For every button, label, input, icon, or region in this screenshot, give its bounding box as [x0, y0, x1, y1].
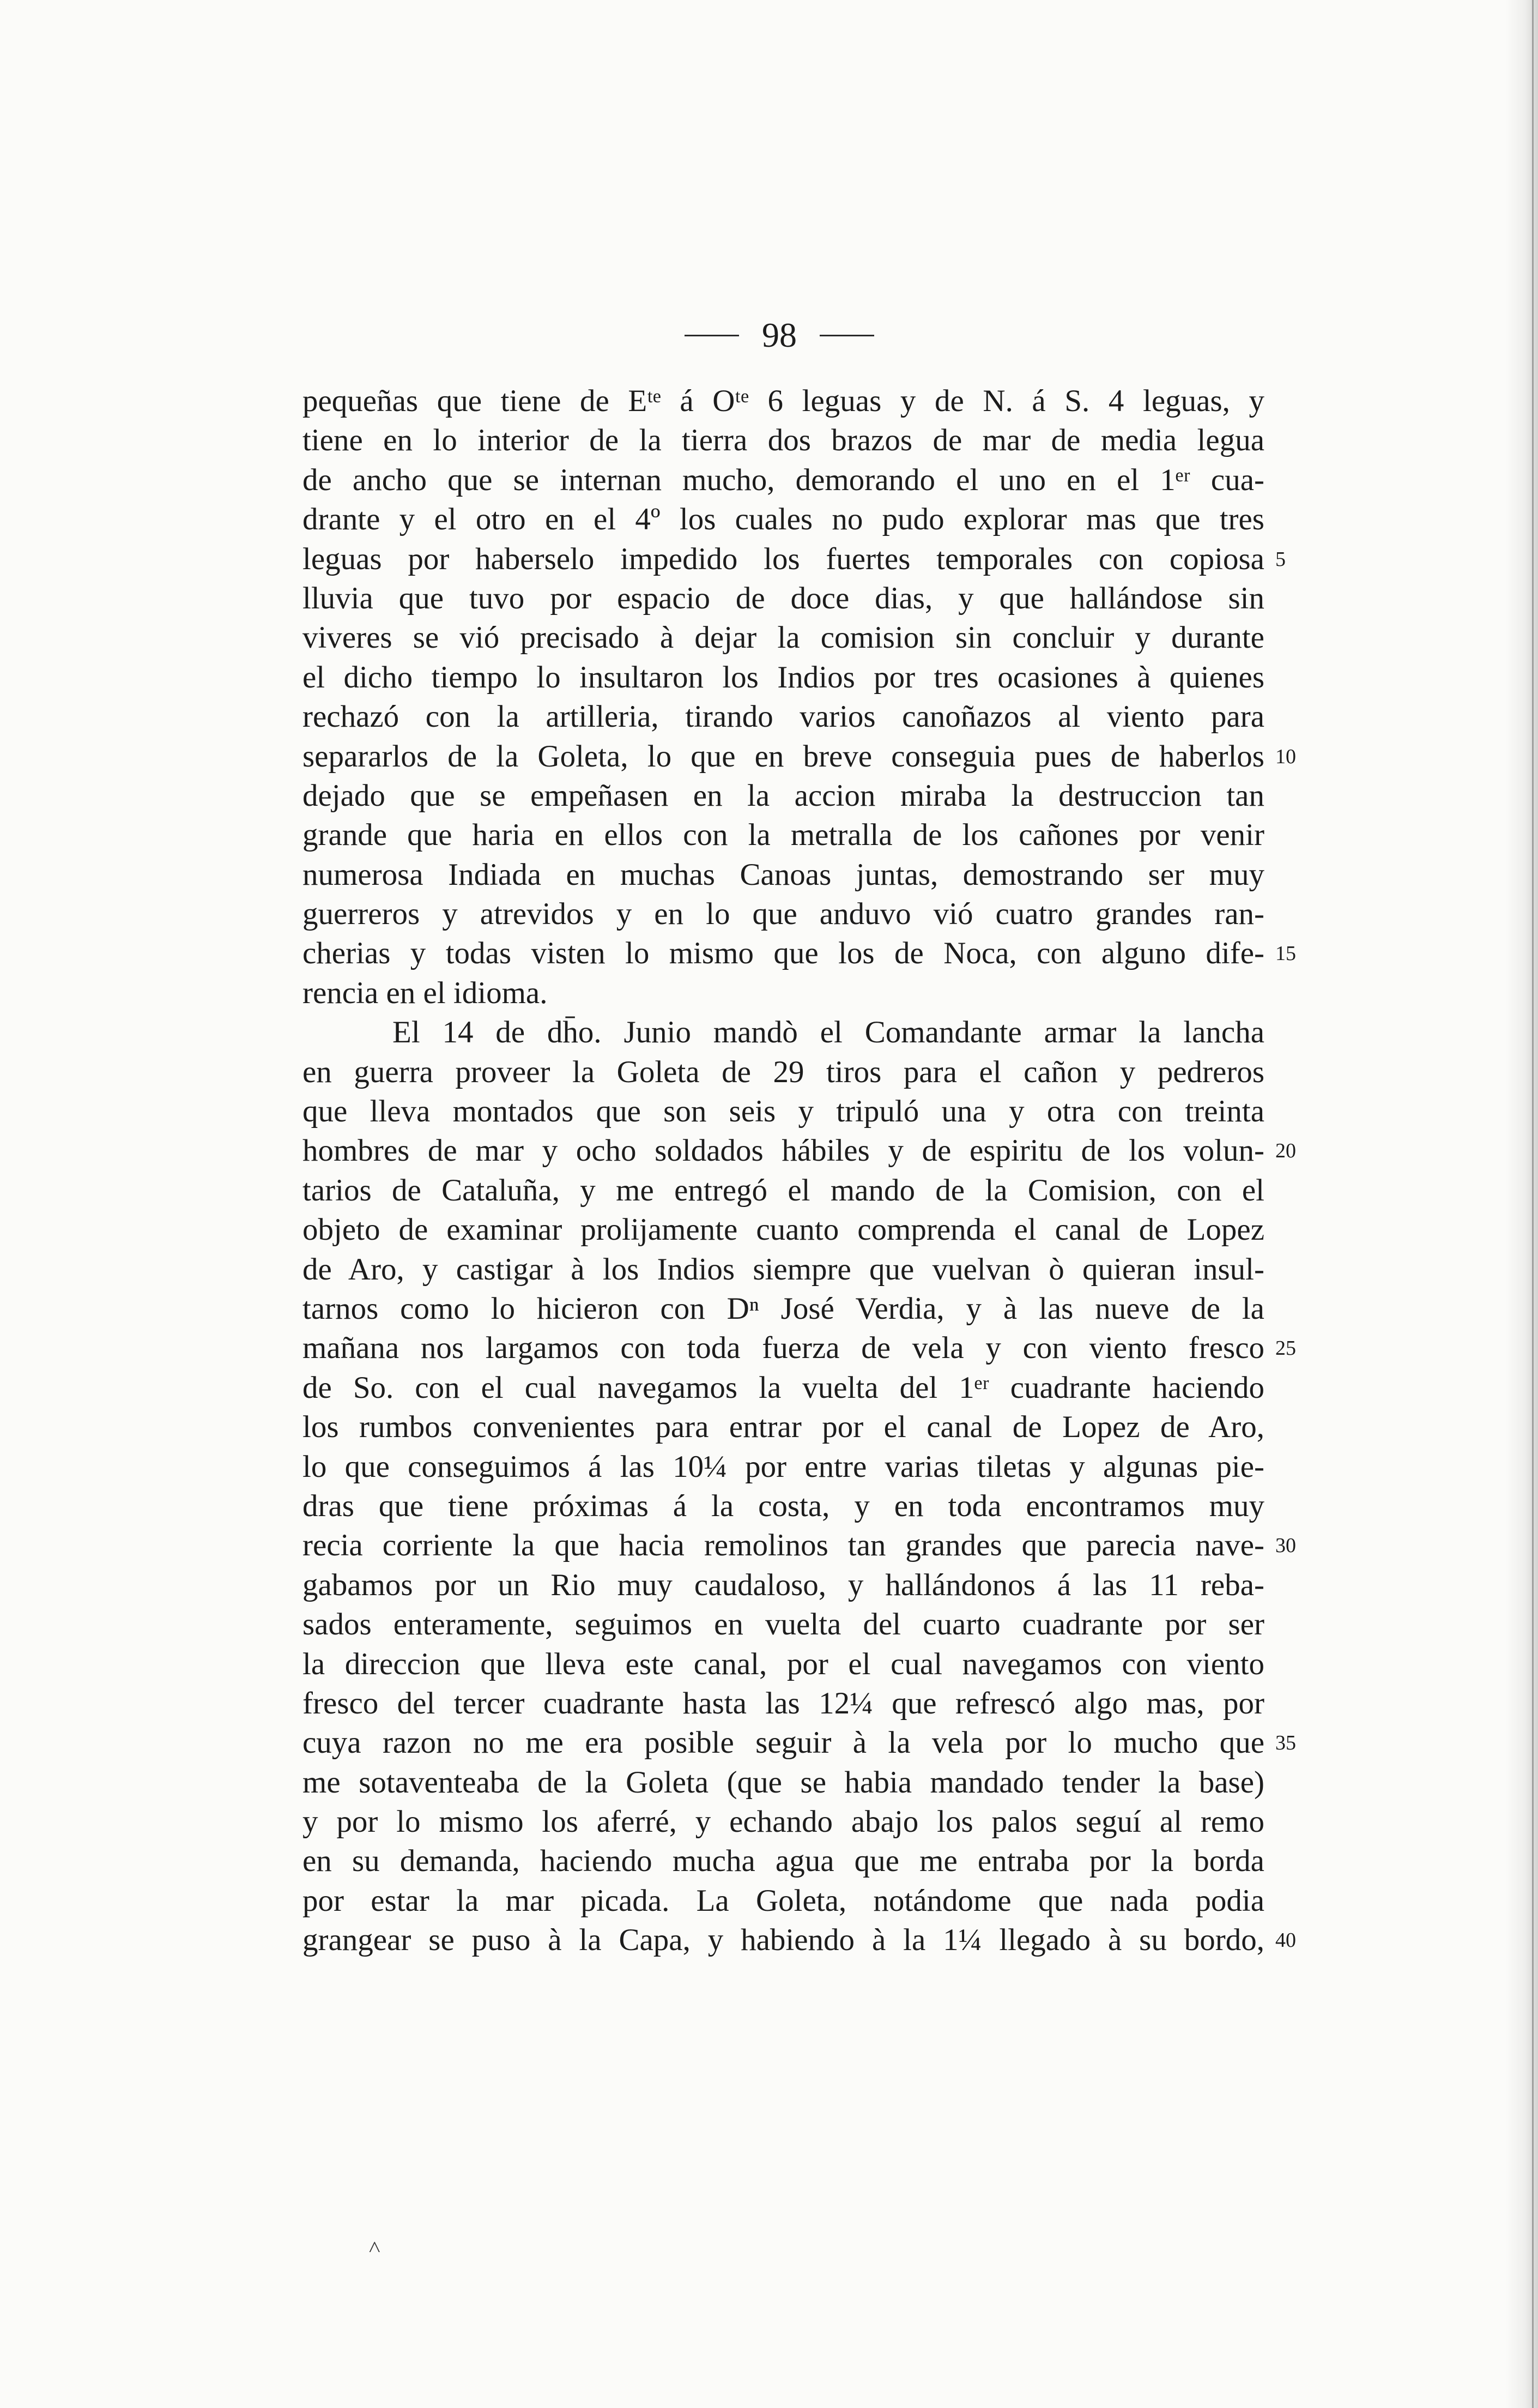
text-line: de Aro, y castigar à los Indios siempre que vuelvan ò quieran insul-: [302, 1252, 1264, 1287]
line-number: 35: [1275, 1731, 1296, 1755]
line-number: 20: [1275, 1139, 1296, 1163]
text-line: tarios de Cataluña, y me entregó el mando de la Comision, con el: [302, 1173, 1264, 1208]
text-line: y por lo mismo los aferré, y echando abajo los palos seguí al remo: [302, 1805, 1264, 1839]
text-line: fresco del tercer cuadrante hasta las 12¼ que refrescó algo mas, por: [302, 1686, 1264, 1721]
line-number: 5: [1275, 547, 1286, 571]
text-line: viveres se vió precisado à dejar la comision sin concluir y durante: [302, 620, 1264, 655]
text-line: gabamos por un Rio muy caudaloso, y hallándonos á las 11 reba-: [302, 1567, 1264, 1602]
text-line: grangear se puso à la Capa, y habiendo à la 1¼ llegado à su bordo,: [302, 1923, 1264, 1958]
text-line: dejado que se empeñasen en la accion miraba la destruccion tan: [302, 778, 1264, 813]
text-line: separarlos de la Goleta, lo que en breve conseguia pues de haberlos: [302, 739, 1264, 774]
text-line: la direccion que lleva este canal, por el cual navegamos con viento: [302, 1646, 1264, 1681]
text-line: numerosa Indiada en muchas Canoas juntas, demostrando ser muy: [302, 857, 1264, 892]
paragraph-start-line: El 14 de dh̄o. Junio mandò el Comandante armar la lancha: [392, 1015, 1264, 1050]
ink-speck: ˄: [368, 2235, 381, 2259]
body-text: [302, 382, 1264, 1960]
text-line: guerreros y atrevidos y en lo que anduvo vió cuatro grandes ran-: [302, 897, 1264, 932]
line-number: 25: [1275, 1337, 1296, 1360]
text-line: rechazó con la artilleria, tirando varios canoñazos al viento para: [302, 699, 1264, 734]
page-edge-line: [1532, 0, 1534, 2408]
page-number: 98: [762, 316, 797, 354]
text-line: mañana nos largamos con toda fuerza de vela y con viento fresco: [302, 1331, 1264, 1366]
line-number: 30: [1275, 1534, 1296, 1558]
text-line: en guerra proveer la Goleta de 29 tiros para el cañon y pedreros: [302, 1054, 1264, 1089]
line-number: 40: [1275, 1929, 1296, 1952]
text-line: lluvia que tuvo por espacio de doce dias, y que hallándose sin: [302, 581, 1264, 615]
text-line: lo que conseguimos á las 10¼ por entre varias tiletas y algunas pie-: [302, 1449, 1264, 1484]
line-number: 15: [1275, 942, 1296, 965]
text-line: pequeñas que tiene de Eᵗᵉ á Oᵗᵉ 6 leguas y de N. á S. 4 leguas, y: [302, 384, 1264, 418]
text-line: en su demanda, haciendo mucha agua que me entraba por la borda: [302, 1844, 1264, 1879]
text-line: de So. con el cual navegamos la vuelta del 1ᵉʳ cuadrante haciendo: [302, 1370, 1264, 1405]
line-number-margin: [1275, 382, 1324, 1960]
text-line: que lleva montados que son seis y tripuló una y otra con treinta: [302, 1094, 1264, 1129]
line-number: 10: [1275, 745, 1296, 768]
page-header: [676, 311, 883, 360]
text-line: drante y el otro en el 4º los cuales no pudo explorar mas que tres: [302, 502, 1264, 537]
paragraph-end-line: rencia en el idioma.: [302, 975, 548, 1010]
text-line: cherias y todas visten lo mismo que los de Noca, con alguno dife-: [302, 936, 1264, 971]
text-line: sados enteramente, seguimos en vuelta del cuarto cuadrante por ser: [302, 1607, 1264, 1642]
text-line: recia corriente la que hacia remolinos tan grandes que parecia nave-: [302, 1528, 1264, 1563]
text-line: me sotaventeaba de la Goleta (que se habia mandado tender la base): [302, 1765, 1264, 1800]
text-line: tiene en lo interior de la tierra dos brazos de mar de media legua: [302, 423, 1264, 458]
text-line: dras que tiene próximas á la costa, y en toda encontramos muy: [302, 1488, 1264, 1523]
text-line: objeto de examinar prolijamente cuanto comprenda el canal de Lopez: [302, 1212, 1264, 1247]
text-line: leguas por haberselo impedido los fuertes temporales con copiosa: [302, 541, 1264, 576]
text-line: por estar la mar picada. La Goleta, notándome que nada podia: [302, 1883, 1264, 1918]
header-dash-right: [820, 335, 874, 336]
header-dash-left: [685, 335, 739, 336]
text-line: hombres de mar y ocho soldados hábiles y de espiritu de los volun-: [302, 1133, 1264, 1168]
text-line: los rumbos convenientes para entrar por el canal de Lopez de Aro,: [302, 1410, 1264, 1445]
text-line: grande que haria en ellos con la metralla de los cañones por venir: [302, 818, 1264, 853]
text-line: cuya razon no me era posible seguir à la vela por lo mucho que: [302, 1725, 1264, 1760]
text-line: el dicho tiempo lo insultaron los Indios por tres ocasiones à quienes: [302, 660, 1264, 695]
text-line: de ancho que se internan mucho, demorando el uno en el 1ᵉʳ cua-: [302, 462, 1264, 497]
text-line: tarnos como lo hicieron con Dⁿ José Verdia, y à las nueve de la: [302, 1291, 1264, 1326]
